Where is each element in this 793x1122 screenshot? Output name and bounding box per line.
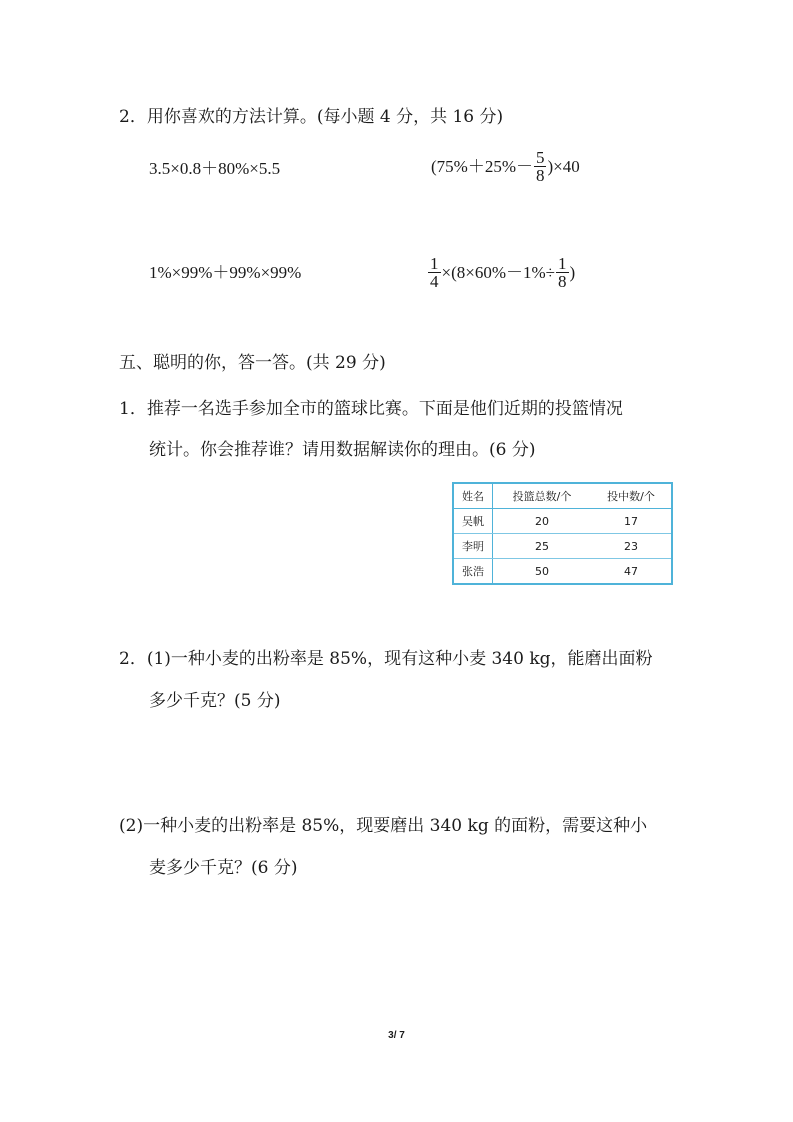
page-number: 3/ 7 bbox=[388, 1030, 405, 1041]
q2b-line2: 麦多少千克？(6 分) bbox=[149, 858, 298, 878]
problem-3: 1%×99%＋99%×99% bbox=[149, 263, 302, 282]
cell-made: 47 bbox=[591, 559, 672, 585]
cell-total: 50 bbox=[493, 559, 591, 585]
problem-2-pre: (75%＋25%－ bbox=[431, 157, 533, 176]
q1-line2: 统计。你会推荐谁？请用数据解读你的理由。(6 分) bbox=[149, 440, 536, 460]
problem-4-post: ) bbox=[569, 263, 576, 282]
q2a-line2: 多少千克？(5 分) bbox=[149, 691, 281, 711]
cell-name: 李明 bbox=[453, 534, 493, 559]
section2-heading: 2．用你喜欢的方法计算。(每小题 4 分，共 16 分) bbox=[119, 107, 504, 127]
cell-total: 25 bbox=[493, 534, 591, 559]
problem-2-post: )×40 bbox=[547, 157, 580, 176]
cell-total: 20 bbox=[493, 509, 591, 534]
problem-2 bbox=[431, 149, 580, 184]
fraction-1-8 bbox=[556, 255, 569, 290]
fraction-1-4 bbox=[428, 255, 441, 290]
section5-heading: 五、聪明的你，答一答。(共 29 分) bbox=[119, 353, 386, 373]
q2b-line1: (2)一种小麦的出粉率是 85%，现要磨出 340 kg 的面粉，需要这种小 bbox=[119, 816, 648, 836]
fraction-denominator: 8 bbox=[535, 166, 545, 185]
fraction-numerator: 1 bbox=[558, 254, 567, 273]
shooting-stats-table bbox=[452, 482, 673, 585]
problem-4-mid: ×(8×60%－1%÷ bbox=[441, 263, 555, 282]
header-name: 姓名 bbox=[453, 483, 493, 509]
cell-made: 23 bbox=[591, 534, 672, 559]
header-total-shots: 投篮总数/个 bbox=[493, 483, 591, 509]
table-header-row bbox=[453, 483, 672, 509]
fraction-denominator: 8 bbox=[558, 272, 567, 291]
q2a-line1: 2．(1)一种小麦的出粉率是 85%，现有这种小麦 340 kg，能磨出面粉 bbox=[119, 649, 653, 669]
cell-name: 张浩 bbox=[453, 559, 493, 585]
q1-line1: 1．推荐一名选手参加全市的篮球比赛。下面是他们近期的投篮情况 bbox=[119, 399, 623, 419]
table-row bbox=[453, 534, 672, 559]
table-row bbox=[453, 559, 672, 585]
cell-name: 吴帆 bbox=[453, 509, 493, 534]
problem-1: 3.5×0.8＋80%×5.5 bbox=[149, 159, 281, 178]
fraction-numerator: 1 bbox=[430, 254, 439, 273]
fraction-numerator: 5 bbox=[535, 148, 545, 167]
fraction-5-8 bbox=[534, 149, 547, 184]
header-made-shots: 投中数/个 bbox=[591, 483, 672, 509]
problem-4 bbox=[427, 255, 575, 290]
fraction-denominator: 4 bbox=[430, 272, 439, 291]
table-row bbox=[453, 509, 672, 534]
cell-made: 17 bbox=[591, 509, 672, 534]
